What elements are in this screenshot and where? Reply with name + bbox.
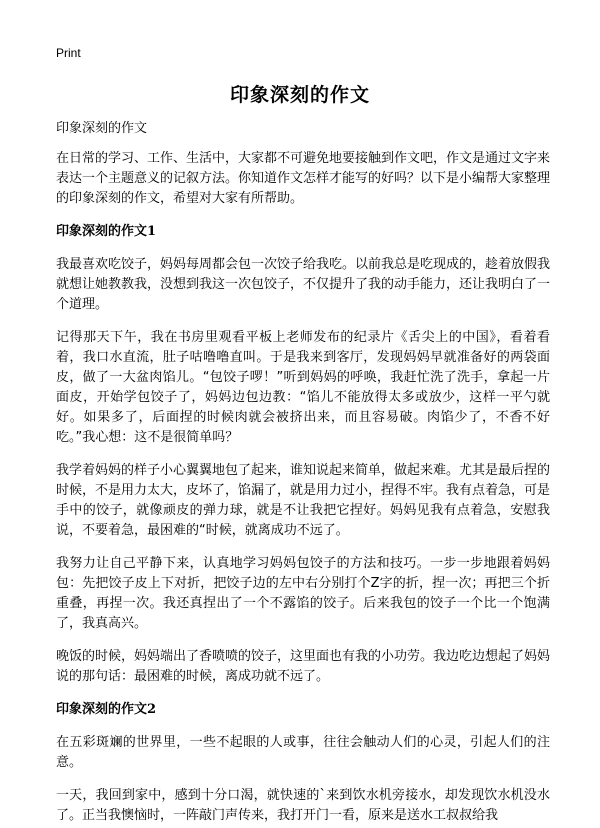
section-heading: 印象深刻的作文1 [56,224,157,239]
paragraph: 在五彩斑斓的世界里，一些不起眼的人或事，往往会触动人们的心灵，引起人们的注意。 [56,735,550,770]
article-subtitle: 印象深刻的作文 [56,121,148,136]
paragraph: 记得那天下午，我在书房里观看平板上老师发布的纪录片《舌尖上的中国》，看着看着，我口水直流，肚子咕噜噜直叫。于是我来到客厅，发现妈妈早就准备好的两袋面皮，做了一大盆肉馅儿。“包饺子啰！”听到妈妈的呼唤，我赶忙洗了洗手，拿起一片面皮，开始学包饺子了，妈妈边包边教：“馅儿不能放得太多或放少，这样一平勺就好。如果多了，后面捏的时候肉就会被挤出来，而且容易破。肉馅少了，不香不好吃。”我心想：这不是很简单吗？ [56,330,550,445]
paragraph: 我学着妈妈的样子小心翼翼地包了起来，谁知说起来简单，做起来难。尤其是最后捏的时候，不是用力太大，皮坏了，馅漏了，就是用力过小，捏得不牢。我有点着急，可是手中的饺子，就像顽皮的弹力球，就是不让我把它捏好。妈妈见我有点着急，安慰我说，不要着急，最困难的“时候，就离成功不远了。 [56,463,551,538]
print-link[interactable]: Print [56,46,81,60]
paragraph: 我最喜欢吃饺子，妈妈每周都会包一次饺子给我吃。以前我总是吃现成的，趁着放假我就想让她教教我，没想到我这一次包饺子，不仅提升了我的动手能力，还让我明白了一个道理。 [56,257,551,312]
section-heading: 印象深刻的作文2 [56,702,157,717]
intro-paragraph: 在日常的学习、工作、生活中，大家都不可避免地要接触到作文吧，作文是通过文字来表达一个主题意义的记叙方法。你知道作文怎样才能写的好吗？以下是小编帮大家整理的印象深刻的作文，希望对大家有所帮助。 [56,151,551,206]
paragraph: 我努力让自己平静下来，认真地学习妈妈包饺子的方法和技巧。一步一步地跟着妈妈包：先把饺子皮上下对折，把饺子边的左中右分别打个Z字的折，捏一次；再把三个折重叠，再捏一次。我还真捏出了一个不露馅的饺子。后来我包的饺子一个比一个饱满了，我真高兴。 [56,556,550,631]
page-title: 印象深刻的作文 [229,84,370,106]
paragraph: 晚饭的时候，妈妈端出了香喷喷的饺子，这里面也有我的小功劳。我边吃边想起了妈妈说的那句话：最困难的时候，离成功就不远了。 [56,649,551,684]
paragraph: 一天，我回到家中，感到十分口渴，就快速的`来到饮水机旁接水，却发现饮水机没水了。正当我懊恼时，一阵敲门声传来，我打开门一看，原来是送水工叔叔给我 [56,788,550,823]
article-body [56,119,550,828]
